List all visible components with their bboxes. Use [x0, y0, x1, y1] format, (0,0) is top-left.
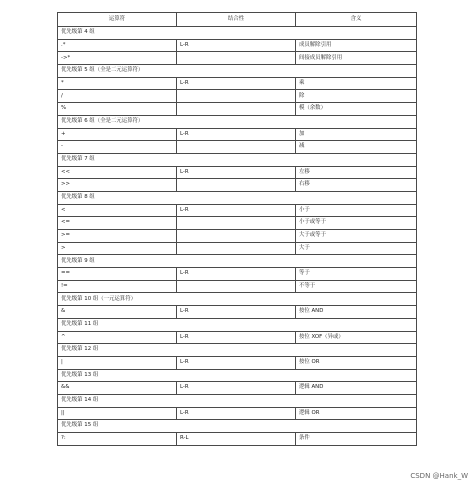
operator-cell: & [58, 306, 177, 319]
group-title: 优先级第 14 组 [58, 394, 417, 407]
header-associativity: 结合性 [177, 13, 296, 27]
table-body [58, 27, 417, 446]
table-row [58, 39, 417, 52]
table-header [58, 13, 417, 27]
operator-cell: .* [58, 39, 177, 52]
associativity-cell [177, 141, 296, 154]
operator-cell: - [58, 141, 177, 154]
table-row [58, 356, 417, 369]
operator-cell: <= [58, 217, 177, 230]
associativity-cell: L-R [177, 128, 296, 141]
associativity-cell [177, 242, 296, 255]
table-row [58, 230, 417, 243]
meaning-cell: 逻辑 OR [296, 407, 417, 420]
associativity-cell: L-R [177, 204, 296, 217]
operator-cell: || [58, 407, 177, 420]
operator-cell: >> [58, 179, 177, 192]
table-row [58, 77, 417, 90]
associativity-cell [177, 103, 296, 116]
group-header-row [58, 344, 417, 357]
meaning-cell: 逻辑 AND [296, 382, 417, 395]
table-row [58, 141, 417, 154]
meaning-cell: 等于 [296, 268, 417, 281]
watermark: CSDN @Hank_W [410, 472, 468, 480]
table-row [58, 268, 417, 281]
group-title: 优先级第 10 组（一元运算符） [58, 293, 417, 306]
table-row [58, 217, 417, 230]
operator-cell: * [58, 77, 177, 90]
group-header-row [58, 394, 417, 407]
meaning-cell: 除 [296, 90, 417, 103]
group-header-row [58, 65, 417, 78]
group-header-row [58, 255, 417, 268]
group-title: 优先级第 6 组（全是二元运算符） [58, 115, 417, 128]
group-header-row [58, 420, 417, 433]
associativity-cell: L-R [177, 331, 296, 344]
operator-cell: ?: [58, 433, 177, 446]
operator-cell: && [58, 382, 177, 395]
meaning-cell: 间接成员解除引用 [296, 52, 417, 65]
group-title: 优先级第 4 组 [58, 27, 417, 40]
associativity-cell: L-R [177, 39, 296, 52]
operator-cell: | [58, 356, 177, 369]
operator-cell: / [58, 90, 177, 103]
associativity-cell: L-R [177, 382, 296, 395]
associativity-cell: L-R [177, 77, 296, 90]
meaning-cell: 成员解除引用 [296, 39, 417, 52]
group-title: 优先级第 7 组 [58, 153, 417, 166]
header-row [58, 13, 417, 27]
group-title: 优先级第 11 组 [58, 318, 417, 331]
associativity-cell: L-R [177, 356, 296, 369]
associativity-cell [177, 52, 296, 65]
operator-precedence-table [57, 12, 417, 446]
group-title: 优先级第 5 组（全是二元运算符） [58, 65, 417, 78]
operator-cell: << [58, 166, 177, 179]
operator-cell: > [58, 242, 177, 255]
table-row [58, 280, 417, 293]
table-row [58, 90, 417, 103]
group-header-row [58, 27, 417, 40]
table-row [58, 242, 417, 255]
header-meaning: 含义 [296, 13, 417, 27]
associativity-cell [177, 230, 296, 243]
group-title: 优先级第 13 组 [58, 369, 417, 382]
group-header-row [58, 153, 417, 166]
associativity-cell [177, 179, 296, 192]
meaning-cell: 减 [296, 141, 417, 154]
associativity-cell: L-R [177, 268, 296, 281]
meaning-cell: 加 [296, 128, 417, 141]
operator-cell: + [58, 128, 177, 141]
meaning-cell: 左移 [296, 166, 417, 179]
operator-cell: % [58, 103, 177, 116]
operator-cell: ->* [58, 52, 177, 65]
group-title: 优先级第 15 组 [58, 420, 417, 433]
table-row [58, 166, 417, 179]
meaning-cell: 大于 [296, 242, 417, 255]
meaning-cell: 模（余数） [296, 103, 417, 116]
meaning-cell: 乘 [296, 77, 417, 90]
group-title: 优先级第 8 组 [58, 191, 417, 204]
meaning-cell: 大于或等于 [296, 230, 417, 243]
table-row [58, 331, 417, 344]
meaning-cell: 按位 XOF（异或） [296, 331, 417, 344]
meaning-cell: 按位 OR [296, 356, 417, 369]
operator-cell: ^ [58, 331, 177, 344]
operator-cell: >= [58, 230, 177, 243]
meaning-cell: 小于或等于 [296, 217, 417, 230]
operator-cell: < [58, 204, 177, 217]
associativity-cell [177, 280, 296, 293]
associativity-cell: R-L [177, 433, 296, 446]
group-header-row [58, 115, 417, 128]
group-title: 优先级第 9 组 [58, 255, 417, 268]
table-row [58, 306, 417, 319]
meaning-cell: 右移 [296, 179, 417, 192]
table-row [58, 103, 417, 116]
header-operator: 运算符 [58, 13, 177, 27]
meaning-cell: 条件 [296, 433, 417, 446]
group-header-row [58, 318, 417, 331]
table-row [58, 407, 417, 420]
table-row [58, 128, 417, 141]
table-row [58, 52, 417, 65]
group-header-row [58, 369, 417, 382]
meaning-cell: 不等于 [296, 280, 417, 293]
table-row [58, 433, 417, 446]
table-row [58, 382, 417, 395]
associativity-cell: L-R [177, 306, 296, 319]
group-header-row [58, 191, 417, 204]
meaning-cell: 小于 [296, 204, 417, 217]
associativity-cell: L-R [177, 166, 296, 179]
group-header-row [58, 293, 417, 306]
operator-cell: == [58, 268, 177, 281]
associativity-cell [177, 90, 296, 103]
table-row [58, 204, 417, 217]
associativity-cell [177, 217, 296, 230]
group-title: 优先级第 12 组 [58, 344, 417, 357]
meaning-cell: 按位 AND [296, 306, 417, 319]
operator-cell: != [58, 280, 177, 293]
table-row [58, 179, 417, 192]
associativity-cell: L-R [177, 407, 296, 420]
